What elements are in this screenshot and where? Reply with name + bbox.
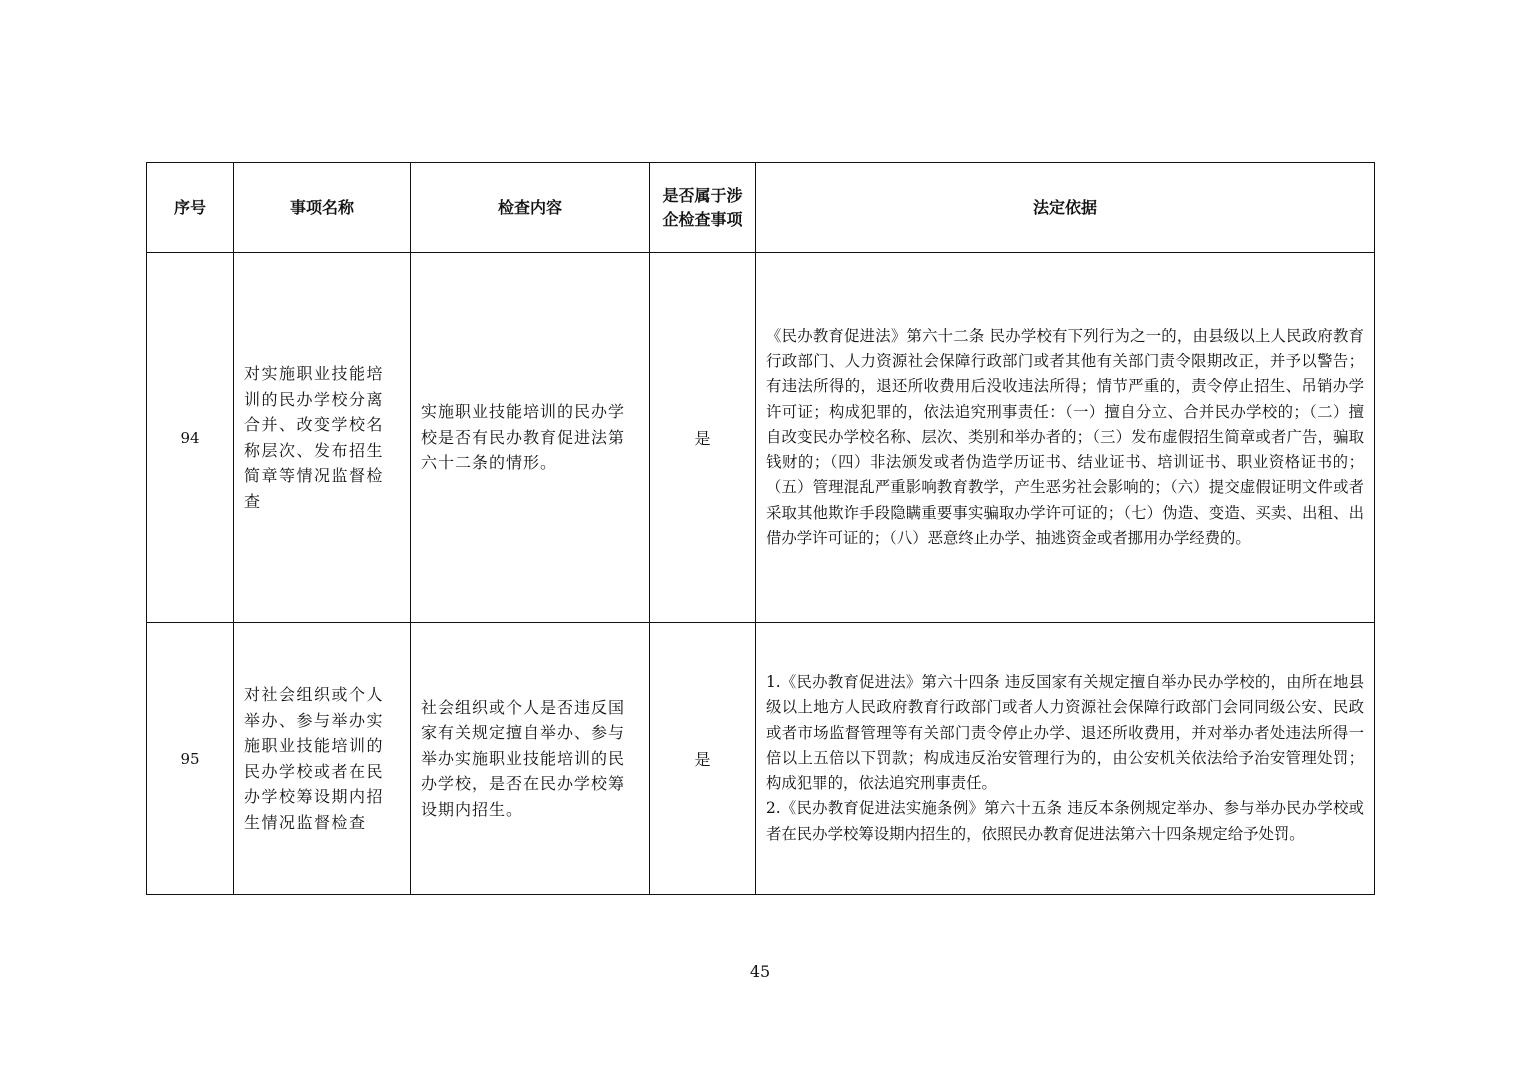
legal-basis-paragraph: 2.《民办教育促进法实施条例》第六十五条 违反本条例规定举办、参与举办民办学校或者在民办学校筹设期内招生的，依照民办教育促进法第六十四条规定给予处罚。 — [766, 799, 1364, 843]
header-row — [147, 163, 1375, 253]
row-check-content: 实施职业技能培训的民办学校是否有民办教育促进法第六十二条的情形。 — [411, 253, 650, 623]
row-legal-basis — [756, 623, 1375, 895]
row-seq: 94 — [147, 253, 234, 623]
header-enterprise — [650, 163, 756, 253]
row-item-name: 对实施职业技能培训的民办学校分离合并、改变学校名称层次、发布招生简章等情况监督检查 — [234, 253, 411, 623]
header-name: 事项名称 — [234, 163, 411, 253]
row-legal-basis — [756, 253, 1375, 623]
legal-basis-paragraph: 《民办教育促进法》第六十二条 民办学校有下列行为之一的，由县级以上人民政府教育行政部门、人力资源社会保障行政部门或者其他有关部门责令限期改正，并予以警告；有违法所得的，退还所收费用后没收违法所得；情节严重的，责令停止招生、吊销办学许可证；构成犯罪的，依法追究刑事责任：（一）擅自分立、合并民办学校的；（二）擅自改变民办学校名称、层次、类别和举办者的；（三）发布虚假招生简章或者广告，骗取钱财的；（四）非法颁发或者伪造学历证书、结业证书、培训证书、职业资格证书的；（五）管理混乱严重影响教育教学，产生恶劣社会影响的；（六）提交虚假证明文件或者采取其他欺诈手段隐瞒重要事实骗取办学许可证的；（七）伪造、变造、买卖、出租、出借办学许可证的；（八）恶意终止办学、抽逃资金或者挪用办学经费的。 — [766, 327, 1364, 547]
table-row — [147, 253, 1375, 623]
header-enterprise-label: 是否属于涉企检查事项 — [662, 185, 743, 229]
row-seq: 95 — [147, 623, 234, 895]
row-enterprise-flag: 是 — [650, 623, 756, 895]
header-seq: 序号 — [147, 163, 234, 253]
row-enterprise-flag: 是 — [650, 253, 756, 623]
row-check-content: 社会组织或个人是否违反国家有关规定擅自举办、参与举办实施职业技能培训的民办学校，是否在民办学校筹设期内招生。 — [411, 623, 650, 895]
page-number: 45 — [749, 962, 771, 981]
table-row — [147, 623, 1375, 895]
regulation-table — [146, 162, 1375, 895]
legal-basis-paragraph: 1.《民办教育促进法》第六十四条 违反国家有关规定擅自举办民办学校的，由所在地县级以上地方人民政府教育行政部门或者人力资源社会保障行政部门会同同级公安、民政或者市场监督管理等有关部门责令停止办学、退还所收费用，并对举办者处违法所得一倍以上五倍以下罚款；构成违反治安管理行为的，由公安机关依法给予治安管理处罚；构成犯罪的，依法追究刑事责任。 — [766, 673, 1364, 793]
row-item-name: 对社会组织或个人举办、参与举办实施职业技能培训的民办学校或者在民办学校筹设期内招生情况监督检查 — [234, 623, 411, 895]
header-content: 检查内容 — [411, 163, 650, 253]
header-basis: 法定依据 — [756, 163, 1375, 253]
